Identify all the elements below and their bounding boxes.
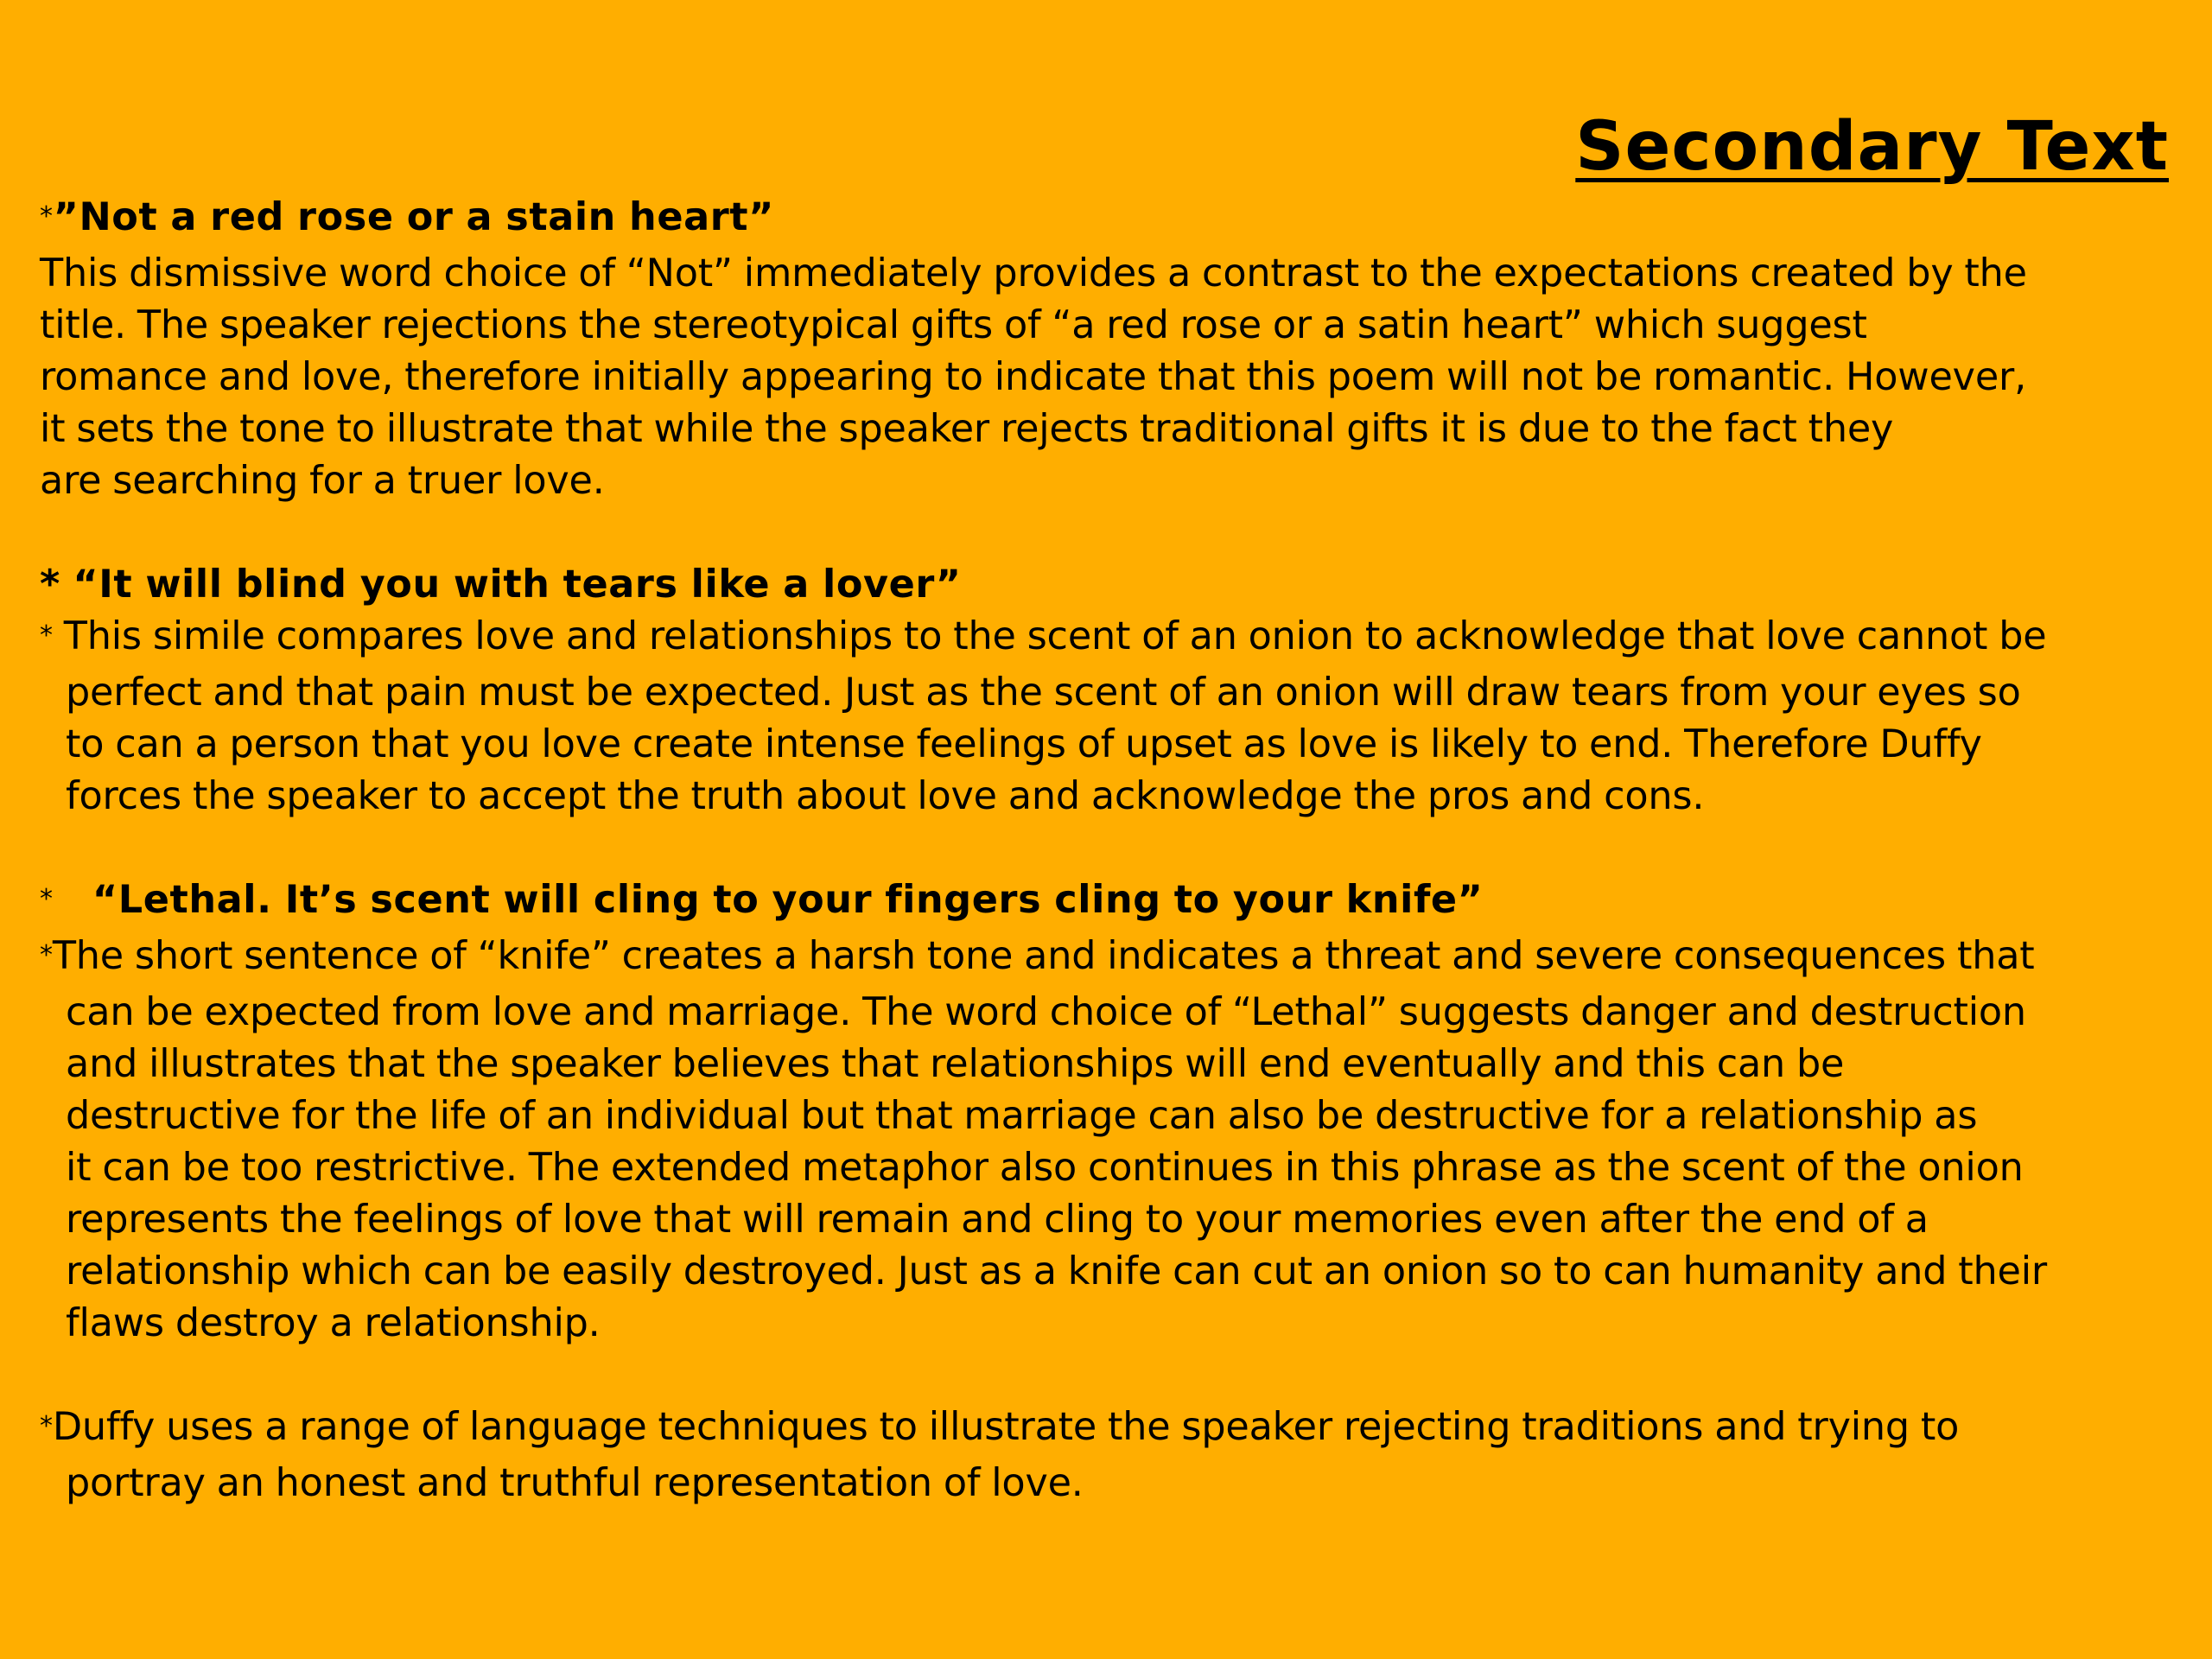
body-line bbox=[40, 931, 2174, 987]
body-line: forces the speaker to accept the truth about love and acknowledge the pros and cons. bbox=[66, 774, 1705, 818]
quote-heading bbox=[40, 192, 2174, 248]
bullet-star-icon: * bbox=[40, 884, 54, 914]
quote-heading bbox=[40, 874, 2174, 931]
body-line-text: This simile compares love and relationships to the scent of an onion to acknowledge that love cannot be bbox=[52, 614, 2047, 658]
bullet-star-icon: * bbox=[40, 563, 60, 607]
body-line bbox=[40, 1402, 2174, 1458]
body-line: portray an honest and truthful representation of love. bbox=[66, 1461, 1084, 1505]
body-line: it can be too restrictive. The extended metaphor also continues in this phrase as the scent of the onion bbox=[66, 1146, 2024, 1190]
body-line: it sets the tone to illustrate that while the speaker rejects traditional gifts it is due to the fact they bbox=[40, 407, 1894, 451]
bullet-star-icon: * bbox=[40, 201, 54, 232]
body-line-text: The short sentence of “knife” creates a harsh tone and indicates a threat and severe consequences that bbox=[52, 934, 2035, 978]
body-line: can be expected from love and marriage. The word choice of “Lethal” suggests danger and destruction bbox=[66, 990, 2026, 1034]
section-conclusion bbox=[40, 1402, 2174, 1510]
body-line: perfect and that pain must be expected. Just as the scent of an onion will draw tears from your eyes so bbox=[66, 671, 2021, 715]
bullet-star-icon: * bbox=[40, 620, 53, 651]
body-line: flaws destroy a relationship. bbox=[66, 1301, 601, 1345]
section-blind-you-with-tears bbox=[40, 559, 2174, 823]
body-line: romance and love, therefore initially appearing to indicate that this poem will not be romantic. However, bbox=[40, 355, 2027, 399]
slide-title: Secondary Text bbox=[1575, 108, 2169, 186]
quote-text: “Lethal. It’s scent will cling to your fingers cling to your knife” bbox=[79, 878, 1484, 922]
bullet-star-icon: * bbox=[40, 940, 53, 970]
body-line: relationship which can be easily destroyed. Just as a knife can cut an onion so to can humanity and their bbox=[66, 1249, 2047, 1294]
body-line: title. The speaker rejections the stereotypical gifts of “a red rose or a satin heart” which suggest bbox=[40, 303, 1867, 347]
body-line: This dismissive word choice of “Not” immediately provides a contrast to the expectations created by the bbox=[40, 251, 2027, 296]
quote-text: “It will blind you with tears like a lover” bbox=[73, 563, 962, 607]
bullet-star-icon: * bbox=[40, 1411, 53, 1441]
body-line: are searching for a truer love. bbox=[40, 459, 605, 503]
body-line bbox=[40, 611, 2174, 667]
section-not-a-red-rose bbox=[40, 192, 2174, 507]
body-line: and illustrates that the speaker believes that relationships will end eventually and this can be bbox=[66, 1042, 1845, 1086]
body-line-text: Duffy uses a range of language techniques to illustrate the speaker rejecting traditions and trying to bbox=[52, 1405, 1960, 1449]
slide-content bbox=[40, 192, 2174, 1510]
section-lethal bbox=[40, 874, 2174, 1350]
quote-text: ”Not a red rose or a stain heart” bbox=[53, 195, 775, 239]
body-line: to can a person that you love create intense feelings of upset as love is likely to end. Therefore Duffy bbox=[66, 722, 1982, 766]
body-line: represents the feelings of love that will remain and cling to your memories even after the end of a bbox=[66, 1198, 1929, 1242]
body-line: destructive for the life of an individual but that marriage can also be destructive for a relationship as bbox=[66, 1094, 1978, 1138]
quote-heading bbox=[40, 559, 2174, 611]
